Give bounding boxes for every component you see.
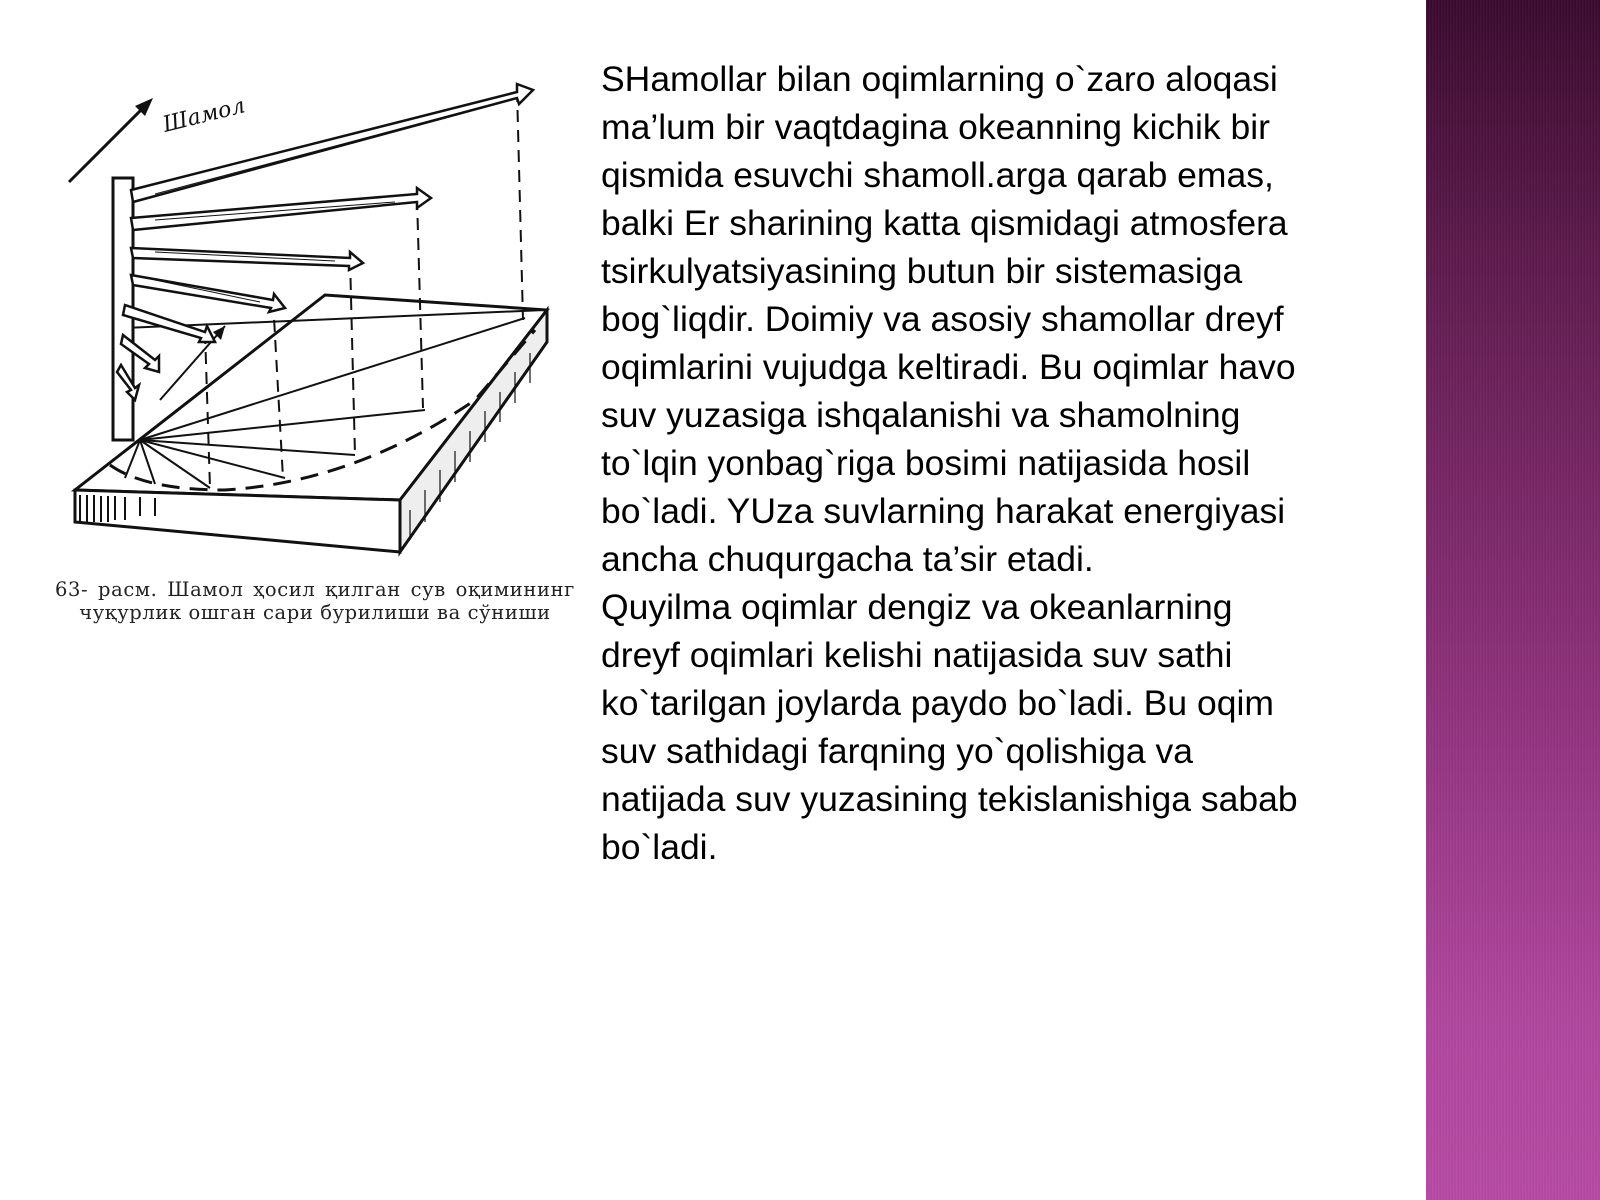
text-line: ancha chuqurgacha ta’sir etadi. xyxy=(601,539,1094,579)
text-line: bog`liqdir. Doimiy va asosiy shamollar dreyf xyxy=(601,299,1284,339)
text-line: tsirkulyatsiyasining butun bir sistemasiga xyxy=(601,251,1243,291)
paragraph-wind-currents xyxy=(601,55,1401,583)
text-line: to`lqin yonbag`riga bosimi natijasida hosil xyxy=(601,443,1251,483)
slab-top-face xyxy=(75,295,547,500)
text-line: ma’lum bir vaqtdagina okeanning kichik bir xyxy=(601,107,1270,147)
decorative-side-band xyxy=(1426,0,1600,1200)
text-line: SHamollar bilan oqimlarning o`zaro aloqasi xyxy=(601,59,1278,99)
text-line: oqimlarini vujudga keltiradi. Bu oqimlar havo xyxy=(601,347,1296,387)
text-line: suv sathidagi farqning yo`qolishiga va xyxy=(601,731,1194,771)
ekman-spiral-diagram xyxy=(55,70,575,575)
text-line: dreyf oqimlari kelishi natijasida suv sathi xyxy=(601,635,1233,675)
text-line: bo`ladi. YUza suvlarning harakat energiyasi xyxy=(601,491,1286,531)
text-line: suv yuzasiga ishqalanishi va shamolning xyxy=(601,395,1241,435)
text-line: ko`tarilgan joylarda paydo bo`ladi. Bu oqim xyxy=(601,683,1274,723)
text-line: bo`ladi. xyxy=(601,827,718,867)
figure-caption: 63- расм. Шамол ҳосил қилган сув оқимининг чуқурлик ошган сари бурилиши ва сўниши xyxy=(55,578,575,624)
slab-front-face xyxy=(75,490,400,552)
text-line: balki Er sharining katta qismidagi atmosfera xyxy=(601,203,1288,243)
paragraph-compensation-currents xyxy=(601,583,1401,871)
body-text xyxy=(601,55,1401,871)
ekman-spiral-figure xyxy=(55,70,575,670)
text-line: Quyilma oqimlar dengiz va okeanlarning xyxy=(601,587,1233,627)
text-line: qismida esuvchi shamoll.arga qarab emas, xyxy=(601,155,1274,195)
wind-direction-arrow xyxy=(69,104,147,182)
text-line: natijada suv yuzasining tekislanishiga sabab xyxy=(601,779,1298,819)
wind-label: Шамол xyxy=(160,93,248,138)
